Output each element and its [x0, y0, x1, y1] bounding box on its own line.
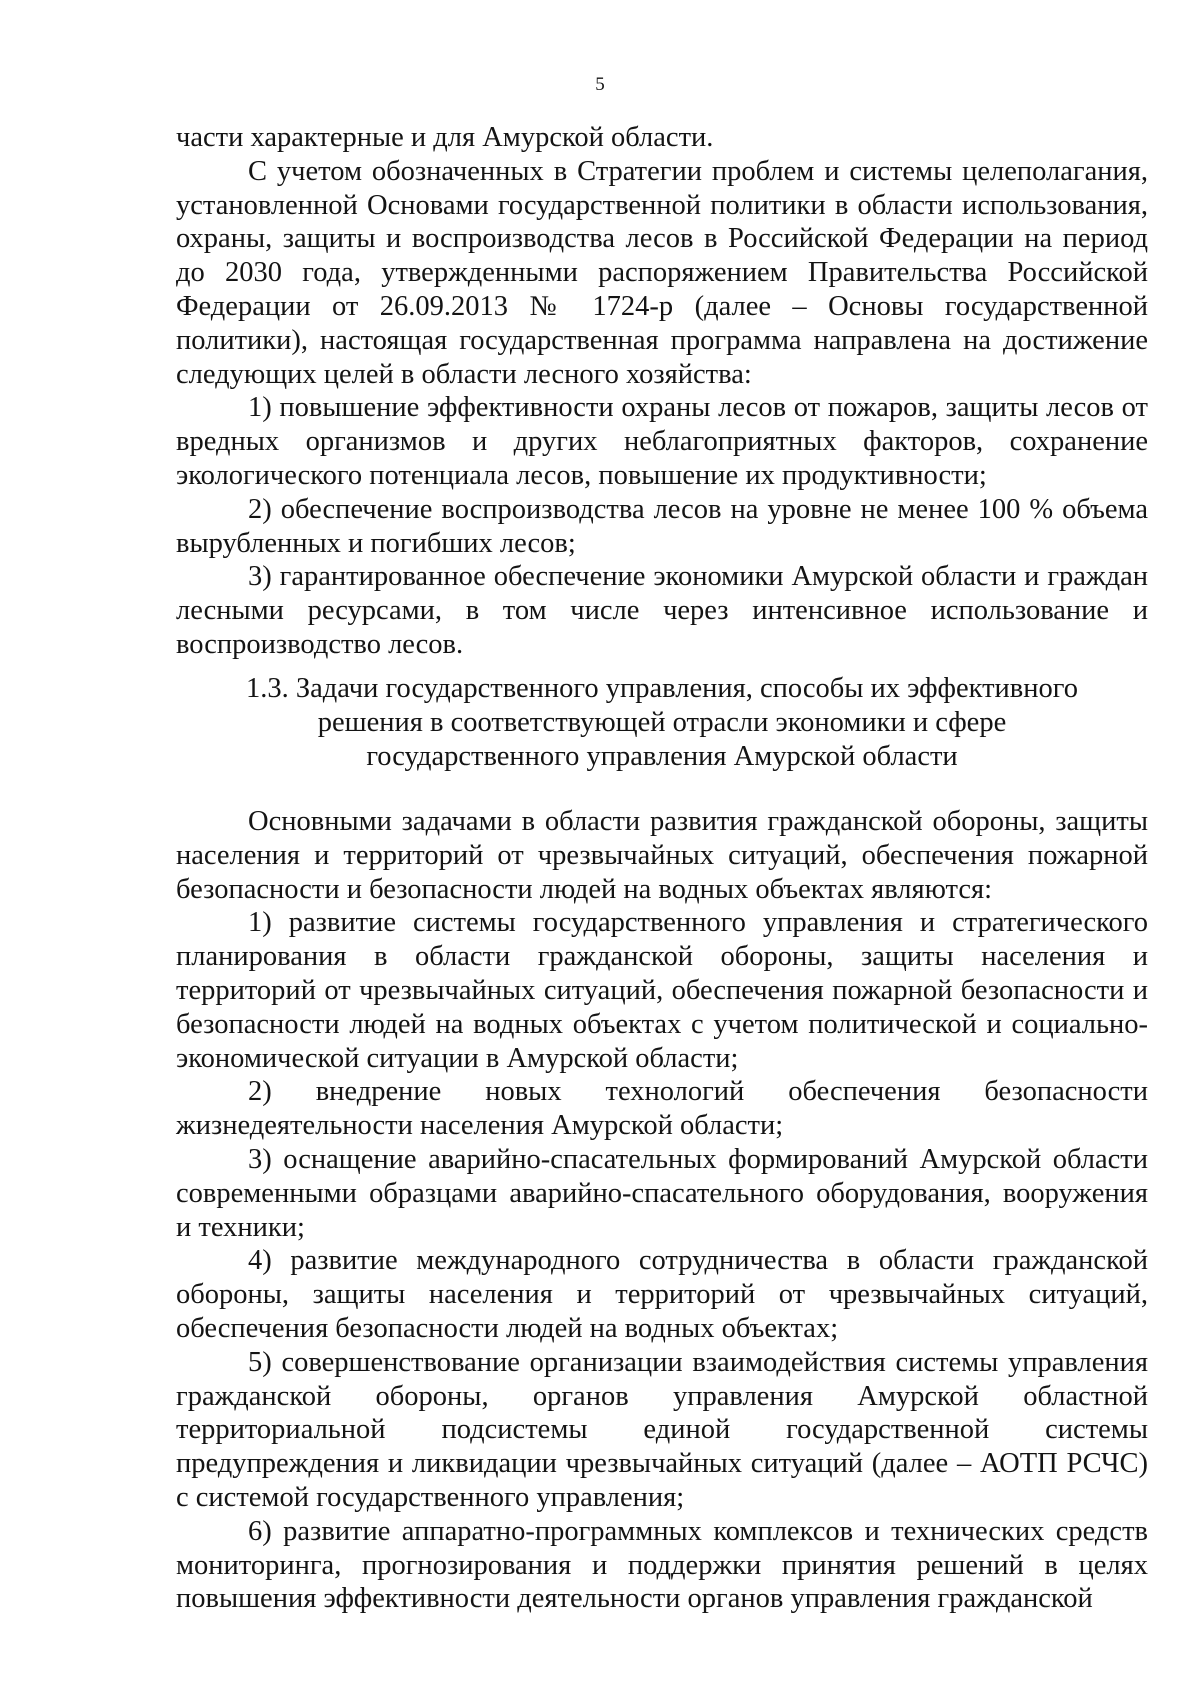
list-item-goal-1: 1) повышение эффективности охраны лесов от пожаров, защиты лесов от вредных организмов и других неблагоприятных факторов, сохранение экологического потенциала лесов, повышение их продуктивности;: [176, 392, 1148, 491]
list-item-task-4: 4) развитие международного сотрудничества в области гражданской обороны, защиты населения и территорий от чрезвычайных ситуаций, обеспечения безопасности людей на водных объектах;: [176, 1245, 1148, 1344]
paragraph-tasks-intro: Основными задачами в области развития гражданской обороны, защиты населения и территорий от чрезвычайных ситуаций, обеспечения пожарной безопасности и безопасности людей на водных объектах являются:: [176, 806, 1148, 905]
section-heading-line-2: решения в соответствующей отрасли экономики и сфере: [317, 706, 1007, 738]
paragraph-goals-intro: С учетом обозначенных в Стратегии проблем и системы целеполагания, установленной Основами государственной политики в области использования, охраны, защиты и воспроизводства лесов в Российской Федерации на период до 2030 года, утвержденными распоряжением Правительства Российской Федерации от 26.09.2013 № 1724-р (далее – Основы государственной политики), настоящая государственная программа направлена на достижение следующих целей в области лесного хозяйства:: [176, 155, 1148, 390]
bottom-text-block: [176, 805, 1148, 1616]
section-heading-line-1: 1.3. Задачи государственного управления, способы их эффективного: [246, 673, 1078, 704]
top-text-block: [176, 121, 1148, 662]
page-number: 5: [595, 74, 605, 95]
list-item-goal-2: 2) обеспечение воспроизводства лесов на уровне не менее 100 % объема вырубленных и погибших лесов;: [176, 493, 1148, 559]
list-item-goal-3: 3) гарантированное обеспечение экономики Амурской области и граждан лесными ресурсами, в том числе через интенсивное использование и воспроизводство лесов.: [176, 561, 1148, 660]
list-item-task-6: 6) развитие аппаратно-программных комплексов и технических средств мониторинга, прогнозирования и поддержки принятия решений в целях повышения эффективности деятельности органов управления гражданской: [176, 1515, 1148, 1615]
list-item-task-1: 1) развитие системы государственного управления и стратегического планирования в области гражданской обороны, защиты населения и территорий от чрезвычайных ситуаций, обеспечения пожарной безопасности и безопасности людей на водных объектах с учетом политической и социально-экономической ситуации в Амурской области;: [176, 907, 1148, 1074]
section-heading-line-3: государственного управления Амурской области: [366, 740, 958, 772]
list-item-task-2: 2) внедрение новых технологий обеспечения безопасности жизнедеятельности населения Амурской области;: [176, 1076, 1148, 1142]
paragraph-continuation: части характерные и для Амурской области.: [176, 122, 714, 153]
section-heading: [176, 672, 1148, 773]
list-item-task-3: 3) оснащение аварийно-спасательных формирований Амурской области современными образцами аварийно-спасательного оборудования, вооружения и техники;: [176, 1143, 1148, 1243]
list-item-task-5: 5) совершенствование организации взаимодействия системы управления гражданской обороны, органов управления Амурской областной территориальной подсистемы единой государственной системы предупреждения и ликвидации чрезвычайных ситуаций (далее – АОТП РСЧС) с системой государственного управления;: [176, 1346, 1148, 1513]
